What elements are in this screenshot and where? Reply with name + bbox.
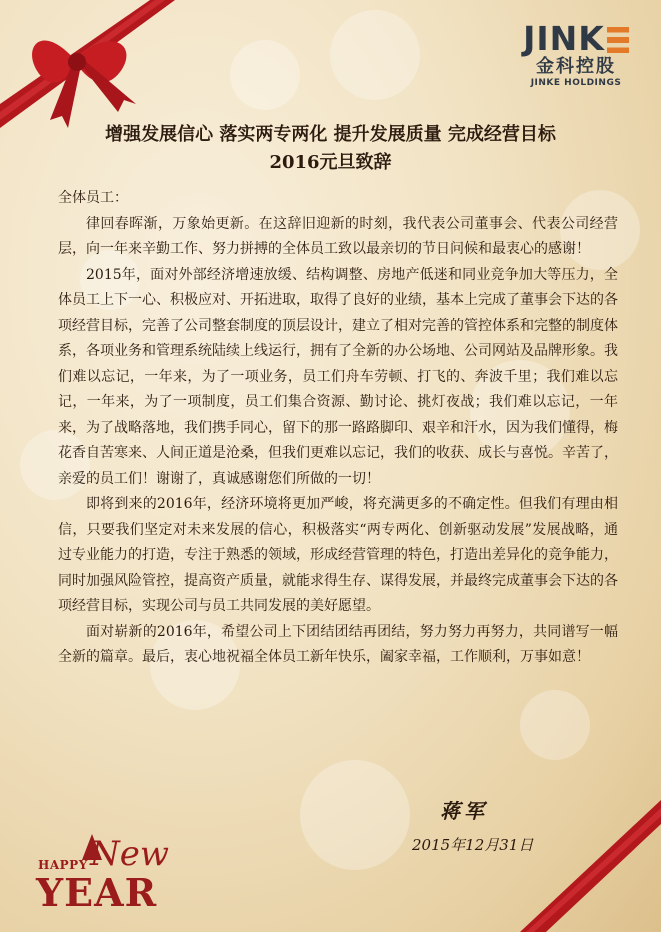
logo-chinese: 金科控股 [536,56,616,77]
letter-paragraph: 面对崭新的2016年，希望公司上下团结团结再团结，努力努力再努力，共同谱写一幅全新的篇章。最后，衷心地祝福全体员工新年快乐，阖家幸福，工作顺利，万事如意！ [58,623,618,665]
happy-new-year-logo [36,828,196,918]
jinke-logo [517,19,635,88]
bokeh-light [520,690,590,760]
page-title: 增强发展信心 落实两专两化 提升发展质量 完成经营目标 [105,124,556,145]
letter-date: 2015年12月31日 [412,836,534,854]
logo-english: JINKE HOLDINGS [530,78,622,88]
letter-body [58,186,618,671]
bokeh-light [300,760,410,870]
page-subtitle: 2016元旦致辞 [269,152,392,173]
logo-word: JINK [523,19,605,58]
signature: 蒋军 [440,799,488,823]
logo-wordmark [517,19,635,58]
new-text: New [90,834,169,874]
logo-e-mark-icon [607,27,629,53]
bokeh-light [330,10,420,100]
red-ribbon-corner [520,800,661,932]
letter-paragraph: 2015年，面对外部经济增速放缓、结构调整、房地产低迷和同业竞争加大等压力，全体员工上下一心、积极应对、开拓进取，取得了良好的业绩，基本上完成了董事会下达的各项经营目标，完善了公司整套制度的顶层设计，建立了相对完善的管控体系和完整的制度体系，各项业务和管理系统陆续上线运行，拥有了全新的办公场地、公司网站及品牌形象。我们难以忘记，一年来，为了一项业务，员工们舟车劳顿、打飞的、奔波千里；我们难以忘记，一年来，为了一项制度，员工们集合资源、勤讨论、挑灯夜战；我们难以忘记，一年来，为了战略落地，我们携手同心，留下的那一路路脚印、艰辛和汗水，因为我们懂得，梅花香自苦寒来、人间正道是沧桑，但我们更难以忘记，我们的收获、成长与喜悦。辛苦了，亲爱的员工们！谢谢了，真诚感谢您们所做的一切！ [58,266,618,487]
letter-paragraph: 即将到来的2016年，经济环境将更加严峻，将充满更多的不确定性。但我们有理由相信，只要我们坚定对未来发展的信心，积极落实“两专两化、创新驱动发展”发展战略，通过专业能力的打造，专注于熟悉的领域，形成经营管理的特色，打造出差异化的竞争能力，同时加强风险管控，提高资产质量，就能求得生存、谋得发展，并最终完成董事会下达的各项经营目标，实现公司与员工共同发展的美好愿望。 [58,496,618,614]
bokeh-light [230,40,300,110]
letter-greeting: 全体员工： [58,190,128,206]
happy-text: HAPPY [38,858,88,872]
year-text: YEAR [36,870,158,915]
letter-paragraph: 律回春晖渐，万象始更新。在这辞旧迎新的时刻，我代表公司董事会、代表公司经营层，向一年来辛勤工作、努力拼搏的全体员工致以最亲切的节日问候和最衷心的感谢！ [58,215,618,257]
